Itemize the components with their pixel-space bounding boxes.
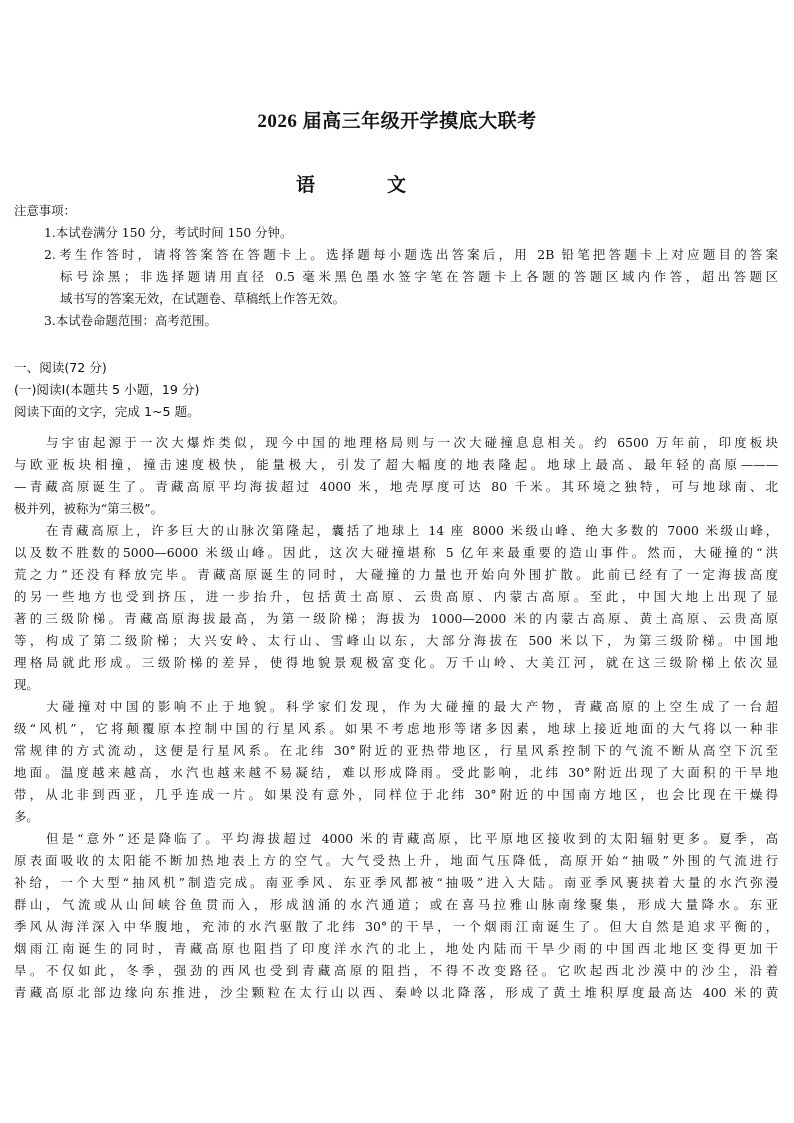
subject-char: 文 (386, 174, 406, 196)
passage-line: 烟雨江南诞生的同时，青藏高原也阻挡了印度洋水汽的北上，地处内陆而干旱少雨的中国西北地区变得更加干 (14, 941, 778, 956)
passage-line: 季风从海洋深入中华腹地，充沛的水汽驱散了北纬 30°的干旱，一个烟雨江南诞生了。但大自然是追求平衡的， (14, 919, 778, 934)
passage (14, 432, 778, 1004)
notice-line: 2.考生作答时，请将答案答在答题卡上。选择题每小题选出答案后，用 2B 铅笔把答题卡上对应题目的答案 (44, 247, 778, 262)
passage-line: 原表面吸收的太阳能不断加热地表上方的空气。大气受热上升，地面气压降低，高原开始“抽吸”外围的气流进行 (14, 853, 778, 868)
section-subheading: (一)阅读Ⅰ(本题共 5 小题，19 分) (14, 382, 200, 397)
passage-line: 多。 (14, 809, 39, 824)
passage-line: 常规律的方式流动，这便是行星风系。在北纬 30°附近的亚热带地区，行星风系控制下的气流不断从高空下沉至 (14, 743, 778, 758)
passage-line: 大碰撞对中国的影响不止于地貌。科学家们发现，作为大碰撞的最大产物，青藏高原的上空生成了一台超 (46, 699, 778, 714)
notice-line: 1.本试卷满分 150 分，考试时间 150 分钟。 (44, 225, 293, 240)
section-instruction: 阅读下面的文字，完成 1~5 题。 (14, 404, 200, 419)
passage-line: 与宇宙起源于一次大爆炸类似，现今中国的地理格局则与一次大碰撞息息相关。约 6500 万年前，印度板块 (46, 435, 778, 450)
passage-line: 理格局就此形成。三级阶梯的差异，使得地貌景观极富变化。万千山岭、大美江河，就在这三级阶梯上依次显 (14, 655, 778, 670)
notice-heading: 注意事项： (14, 203, 76, 218)
notice-line: 域书写的答案无效，在试题卷、草稿纸上作答无效。 (60, 291, 345, 306)
notice-block (14, 200, 778, 332)
passage-line: 级“风机”，它将颠覆原本控制中国的行星风系。如果不考虑地形等诸多因素，地球上接近地面的大气将以一种非 (14, 721, 778, 736)
notice-line: 3.本试卷命题范围：高考范围。 (44, 313, 217, 328)
passage-line: 带，从北非到西亚，几乎连成一片。如果没有意外，同样位于北纬 30°附近的中国南方地区，也会比现在干燥得 (14, 787, 778, 802)
notice-line: 标号涂黑；非选择题请用直径 0.5 毫米黑色墨水签字笔在答题卡上各题的答题区域内作答，超出答题区 (60, 269, 778, 284)
subject-char: 语 (296, 174, 316, 196)
exam-title: 2026 届高三年级开学摸底大联考 (257, 111, 537, 132)
passage-line: 在青藏高原上，许多巨大的山脉次第隆起，囊括了地球上 14 座 8000 米级山峰、绝大多数的 7000 米级山峰， (46, 523, 778, 538)
passage-line: 群山，气流或从山间峡谷鱼贯而入，形成汹涌的水汽通道；或在喜马拉雅山脉南缘聚集，形成大量降水。东亚 (14, 897, 778, 912)
passage-line: 极并列，被称为“第三极”。 (14, 501, 163, 516)
passage-line: —青藏高原诞生了。青藏高原平均海拔超过 4000 米，地壳厚度可达 80 千米。其环境之独特，可与地球南、北 (14, 479, 778, 494)
passage-line: 地面。温度越来越高，水汽也越来越不易凝结，难以形成降雨。受此影响，北纬 30°附近出现了大面积的干旱地 (14, 765, 778, 780)
section-heading: 一、阅读(72 分) (14, 360, 107, 375)
section-header (14, 357, 778, 423)
passage-line: 补给，一个大型“抽风机”制造完成。南亚季风、东亚季风都被“抽吸”进入大陆。南亚季风裹挟着大量的水汽弥漫 (14, 875, 778, 890)
passage-line: 青藏高原北部边缘向东推进，沙尘颗粒在太行山以西、秦岭以北降落，形成了黄土堆积厚度最高达 400 米的黄 (14, 985, 778, 1000)
passage-line: 旱。不仅如此，冬季，强劲的西风也受到青藏高原的阻挡，不得不改变路径。它吹起西北沙漠中的沙尘，沿着 (14, 963, 778, 978)
passage-line: 与欧亚板块相撞，撞击速度极快，能量极大，引发了超大幅度的地表隆起。地球上最高、最年轻的高原——— (14, 457, 778, 472)
passage-line: 著的三级阶梯。青藏高原海拔最高，为第一级阶梯；海拔为 1000—2000 米的内蒙古高原、黄土高原、云贵高原 (14, 611, 778, 626)
passage-line: 以及数不胜数的5000—6000 米级山峰。因此，这次大碰撞堪称 5 亿年来最重要的造山事件。然而，大碰撞的“洪 (14, 545, 778, 560)
subject-title (296, 170, 406, 197)
passage-line: 荒之力”还没有释放完毕。青藏高原诞生的同时，大碰撞的力量也开始向外围扩散。此前已经有了一定海拔高度 (14, 567, 778, 582)
passage-line: 但是“意外”还是降临了。平均海拔超过 4000 米的青藏高原，比平原地区接收到的太阳辐射更多。夏季，高 (46, 831, 778, 846)
passage-line: 等，构成了第二级阶梯；大兴安岭、太行山、雪峰山以东，大部分海拔在 500 米以下，为第三级阶梯。中国地 (14, 633, 778, 648)
passage-line: 的另一些地方也受到挤压，进一步抬升，包括黄土高原、云贵高原、内蒙古高原。至此，中国大地上出现了显 (14, 589, 778, 604)
passage-line: 现。 (14, 677, 39, 692)
